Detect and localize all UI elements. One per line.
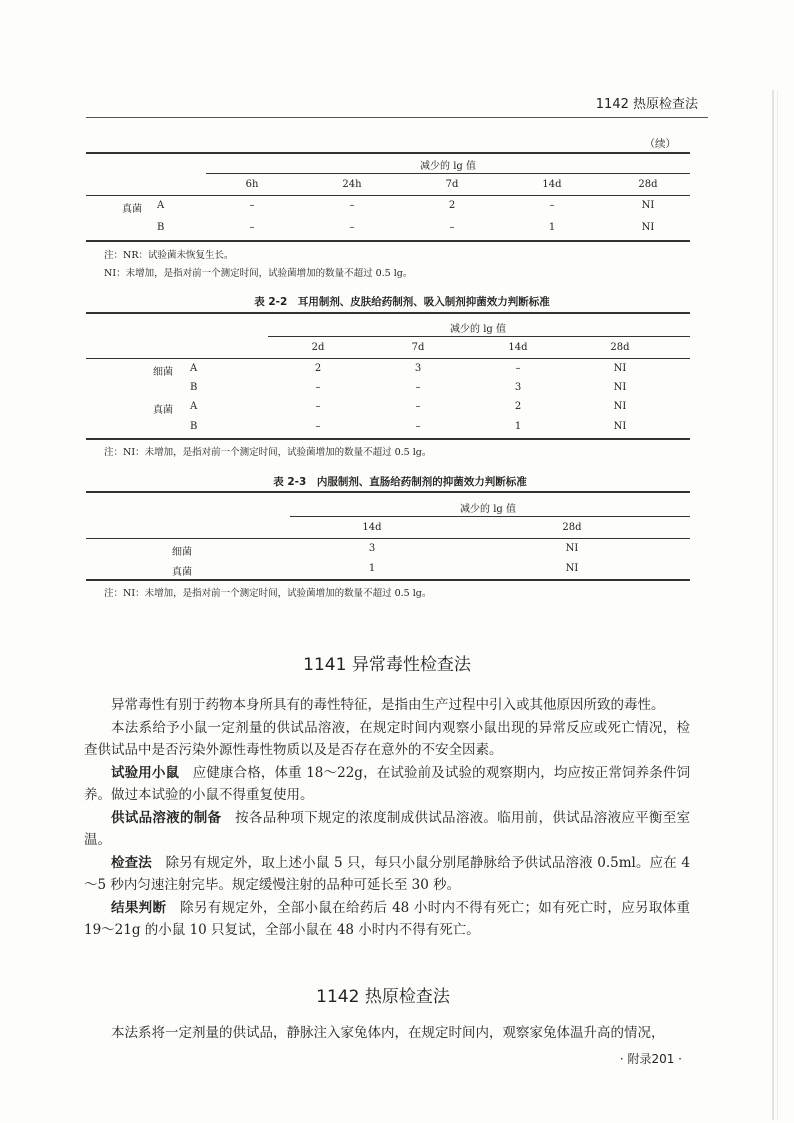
- table-cell: 1: [514, 421, 522, 432]
- table-cell: NI: [613, 382, 627, 393]
- group-header: 减少的 lg 值: [450, 324, 506, 335]
- section-title: 1142 热原检查法: [316, 987, 450, 1007]
- paragraph: [84, 897, 690, 942]
- table-note: 注：NI：未增加，是指对前一个测定时间，试验菌增加的数量不超过 0.5 lg。: [104, 588, 432, 599]
- col-header: 14d: [362, 522, 382, 533]
- row-label: B: [190, 421, 198, 432]
- header-rule: [86, 117, 708, 118]
- row-label: A: [190, 363, 198, 374]
- group-header: 减少的 lg 值: [420, 161, 476, 172]
- section-body: [84, 694, 690, 942]
- table-cell: 1: [368, 563, 376, 574]
- col-header: 14d: [542, 179, 562, 190]
- table-cell: –: [415, 382, 421, 393]
- paragraph-heading: 检查法: [111, 854, 152, 871]
- paragraph-text: 应健康合格，体重 18～22g，在试验前及试验的观察期内，均应按正常饲养条件饲养。做过本试验的小鼠不得重复使用。: [84, 764, 690, 803]
- col-header: 6h: [245, 179, 259, 190]
- section-body: [84, 1022, 690, 1045]
- col-header: 28d: [610, 342, 630, 353]
- paragraph: 本法系将一定剂量的供试品，静脉注入家兔体内，在规定时间内，观察家兔体温升高的情况，: [111, 1025, 665, 1041]
- col-header: 2d: [311, 342, 325, 353]
- paragraph: [84, 852, 690, 897]
- row-label: B: [157, 222, 165, 233]
- table-cell: –: [249, 222, 255, 233]
- paragraph-text: 按各品种项下规定的浓度制成供试品溶液。临用前，供试品溶液应平衡至室温。: [84, 809, 691, 848]
- paragraph-heading: 试验用小鼠: [111, 764, 180, 781]
- row-label: 细菌: [172, 547, 192, 558]
- continued-label: （续）: [644, 138, 676, 150]
- table-cell: NI: [565, 563, 579, 574]
- table-cell: NI: [613, 401, 627, 412]
- col-header: 28d: [562, 522, 582, 533]
- table-note: 注：NI：未增加，是指对前一个测定时间，试验菌增加的数量不超过 0.5 lg。: [104, 447, 432, 458]
- header-rule: [86, 195, 690, 196]
- page-edge-line: [777, 90, 778, 1120]
- row-label: A: [190, 401, 198, 412]
- table-cell: –: [449, 222, 455, 233]
- page-edge-shadow: [772, 90, 774, 1120]
- table-cell: NI: [613, 363, 627, 374]
- col-header: 24h: [342, 179, 362, 190]
- group-rule: [268, 336, 690, 337]
- table-caption: 表 2-2 耳用制剂、皮肤给药制剂、吸入制剂抑菌效力判断标准: [254, 296, 550, 308]
- paragraph: 本法系给予小鼠一定剂量的供试品溶液，在规定时间内观察小鼠出现的异常反应或死亡情况，检查供试品中是否污染外源性毒性物质以及是否存在意外的不安全因素。: [84, 719, 690, 758]
- table-cell: 2: [448, 200, 456, 211]
- col-header: 7d: [411, 342, 425, 353]
- table-cell: 1: [548, 222, 556, 233]
- table-cell: 3: [414, 363, 422, 374]
- col-header: 28d: [638, 179, 658, 190]
- table-top-rule: [86, 491, 690, 493]
- header-rule: [86, 358, 690, 359]
- row-group: 真菌: [153, 405, 173, 416]
- table-cell: –: [549, 200, 555, 211]
- table-caption: 表 2-3 内服制剂、直肠给药制剂的抑菌效力判断标准: [273, 476, 527, 488]
- paragraph: [84, 762, 690, 807]
- table-cell: NI: [565, 543, 579, 554]
- paragraph: 异常毒性有别于药物本身所具有的毒性特征，是指由生产过程中引入或其他原因所致的毒性。: [111, 697, 665, 713]
- table-bottom-rule: [86, 240, 690, 242]
- row-label: 真菌: [172, 567, 192, 578]
- row-label: B: [190, 382, 198, 393]
- group-rule: [206, 173, 690, 174]
- table-cell: 2: [514, 401, 522, 412]
- table-cell: NI: [641, 200, 655, 211]
- header-rule: [86, 538, 690, 539]
- row-group: 真菌: [122, 204, 142, 215]
- table-note: 注：NR：试验菌未恢复生长。: [104, 250, 234, 261]
- section-title: 1141 异常毒性检查法: [303, 655, 471, 675]
- table-note: NI：未增加，是指对前一个测定时间，试验菌增加的数量不超过 0.5 lg。: [104, 268, 413, 279]
- row-group: 细菌: [153, 367, 173, 378]
- table-top-rule: [86, 312, 690, 314]
- col-header: 14d: [508, 342, 528, 353]
- table-top-rule: [86, 152, 690, 154]
- paragraph: [84, 807, 690, 852]
- running-head: 1142 热原检查法: [595, 97, 698, 112]
- table-bottom-rule: [86, 438, 690, 440]
- group-rule: [290, 516, 690, 517]
- table-bottom-rule: [86, 579, 690, 581]
- group-header: 减少的 lg 值: [460, 504, 516, 515]
- table-cell: –: [515, 363, 521, 374]
- table-cell: –: [415, 421, 421, 432]
- table-cell: –: [415, 401, 421, 412]
- row-label: A: [157, 200, 165, 211]
- paragraph-text: 除另有规定外，取上述小鼠 5 只，每只小鼠分别尾静脉给予供试品溶液 0.5ml。应在 4～5 秒内匀速注射完毕。规定缓慢注射的品种可延长至 30 秒。: [84, 854, 690, 893]
- table-cell: 3: [368, 543, 376, 554]
- table-cell: –: [349, 222, 355, 233]
- table-cell: NI: [641, 222, 655, 233]
- paragraph-heading: 结果判断: [111, 899, 167, 916]
- paragraph-heading: 供试品溶液的制备: [111, 809, 222, 826]
- table-cell: –: [315, 382, 321, 393]
- page-footer: · 附录201 ·: [619, 1052, 682, 1066]
- table-cell: –: [249, 200, 255, 211]
- table-cell: 3: [514, 382, 522, 393]
- table-cell: –: [315, 401, 321, 412]
- table-cell: –: [349, 200, 355, 211]
- table-cell: 2: [314, 363, 322, 374]
- table-cell: NI: [613, 421, 627, 432]
- paragraph-text: 除另有规定外，全部小鼠在给药后 48 小时内不得有死亡；如有死亡时，应另取体重 19～21g 的小鼠 10 只复试，全部小鼠在 48 小时内不得有死亡。: [84, 899, 690, 938]
- col-header: 7d: [445, 179, 459, 190]
- table-cell: –: [315, 421, 321, 432]
